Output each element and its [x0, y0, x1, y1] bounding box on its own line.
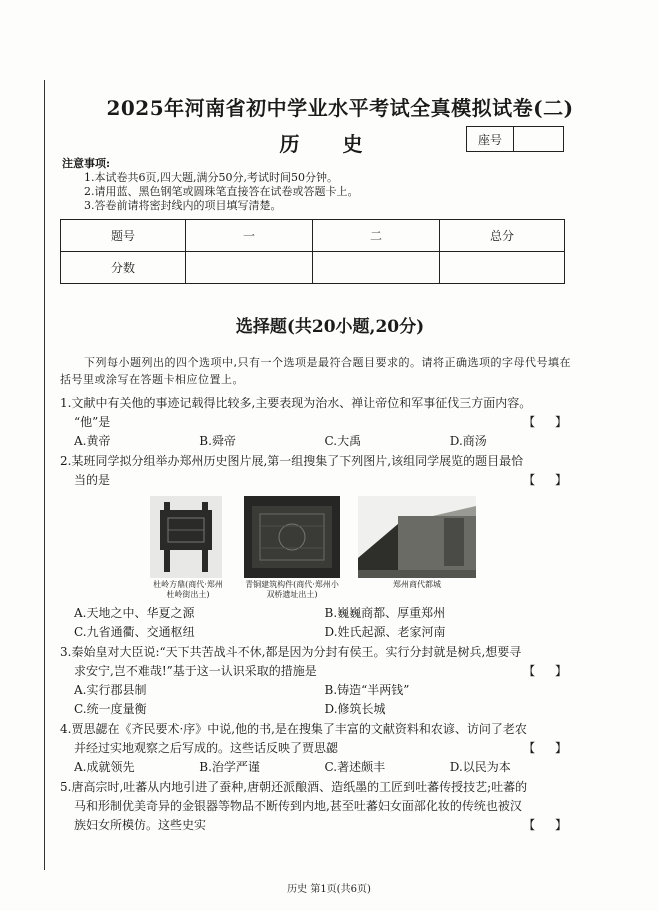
question-stem-cont [60, 816, 575, 835]
exam-title: 2025年河南省初中学业水平考试全真模拟试卷(二) [106, 96, 574, 120]
picture-item [358, 496, 476, 600]
question-4 [60, 720, 575, 777]
score-input-cell[interactable] [440, 252, 565, 284]
subject-title: 历 史 [279, 132, 381, 156]
notice-section [62, 157, 622, 213]
question-stem: 5.唐高宗时,吐蕃从内地引进了蚕种,唐朝还派酿酒、造纸墨的工匠到吐蕃传授技艺;吐蕃的 [60, 780, 528, 794]
question-stem-cont [60, 662, 575, 681]
option-d[interactable]: D.商汤 [449, 434, 487, 448]
question-stem-text: 当的是 [74, 473, 111, 487]
score-table [60, 219, 565, 284]
option-b[interactable]: B.治学严谨 [199, 760, 260, 774]
option-c[interactable]: C.大禹 [324, 434, 362, 448]
question-stem-cont [60, 739, 575, 758]
picture-caption: 杜岭方鼎(商代·郑州杜岭街出土) [153, 580, 223, 599]
city-wall-icon [358, 496, 476, 578]
question-stem: 2.某班同学拟分组举办郑州历史图片展,第一组搜集了下列图片,该组同学展览的题目最恰 [60, 454, 524, 468]
score-table-cell: 题号 [61, 220, 186, 252]
option-a[interactable]: A.天地之中、华夏之源 [74, 606, 195, 620]
score-input-cell[interactable] [313, 252, 440, 284]
question-stem: 4.贾思勰在《齐民要术·序》中说,他的书,是在搜集了丰富的文献资料和农谚、访问了老农 [60, 722, 527, 736]
question-stem-text: 族妇女所模仿。这些史实 [74, 818, 207, 832]
notice-item: 2.请用蓝、黑色钢笔或圆珠笔直接答在试卷或答题卡上。 [84, 185, 359, 198]
question-stem: 3.秦始皇对大臣说:“天下共苦战斗不休,都是因为分封有侯王。实行分封就是树兵,想要寻 [60, 645, 522, 659]
section-instruction: 下列每小题列出的四个选项中,只有一个选项是最符合题目要求的。请将正确选项的字母代号填在括号里或涂写在答题卡相应位置上。 [60, 356, 571, 386]
option-row [60, 681, 575, 719]
score-table-cell: 一 [186, 220, 313, 252]
page-footer: 历史 第1页(共6页) [287, 884, 371, 895]
option-c[interactable]: C.著述颇丰 [324, 760, 386, 774]
option-a[interactable]: A.成就领先 [74, 760, 135, 774]
seat-number-label: 座号 [467, 127, 514, 151]
score-table-cell: 总分 [440, 220, 565, 252]
question-stem-cont [60, 471, 575, 490]
answer-bracket[interactable]: 【 】 [523, 818, 575, 832]
picture-caption: 郑州商代都城 [393, 580, 441, 589]
answer-bracket[interactable]: 【 】 [523, 473, 575, 487]
question-1 [60, 394, 575, 451]
answer-bracket[interactable]: 【 】 [523, 415, 575, 429]
score-table-header-row [61, 220, 565, 252]
notice-title: 注意事项: [62, 157, 111, 170]
question-3 [60, 643, 575, 719]
option-d[interactable]: D.以民为本 [449, 760, 511, 774]
question-2 [60, 452, 575, 642]
seat-number-field[interactable] [514, 127, 563, 151]
answer-bracket[interactable]: 【 】 [523, 741, 575, 755]
question-stem-cont: 马和形制优美奇异的金银器等物品不断传到内地,甚至吐蕃妇女面部化妆的传统也被汉 [74, 799, 522, 813]
question-stem-cont [60, 413, 575, 432]
question-stem: 1.文献中有关他的事迹记载得比较多,主要表现为治水、禅让帝位和军事征伐三方面内容。 [60, 396, 532, 410]
score-table-cell: 二 [313, 220, 440, 252]
picture-item [150, 496, 226, 600]
option-a[interactable]: A.实行郡县制 [74, 683, 147, 697]
picture-row [60, 496, 575, 600]
question-stem-text: 求安宁,岂不难哉!”基于这一认识采取的措施是 [74, 664, 317, 678]
bronze-ding-icon [150, 496, 222, 578]
question-stem-text: “他”是 [74, 415, 111, 429]
option-c[interactable]: C.九省通衢、交通枢纽 [74, 625, 195, 639]
question-stem-text: 并经过实地观察之后写成的。这些话反映了贾思勰 [74, 741, 339, 755]
question-5 [60, 778, 575, 835]
score-input-cell[interactable] [186, 252, 313, 284]
score-table-score-row [61, 252, 565, 284]
picture-caption: 青铜建筑构件(商代·郑州小双桥遗址出土) [245, 580, 339, 599]
section-title: 选择题(共20小题,20分) [235, 317, 425, 337]
binding-line [44, 80, 45, 870]
option-b[interactable]: B.铸造“半两钱” [324, 683, 410, 697]
option-c[interactable]: C.统一度量衡 [74, 702, 147, 716]
option-row [60, 758, 575, 777]
option-a[interactable]: A.黄帝 [74, 434, 111, 448]
notice-item: 3.答卷前请将密封线内的项目填写清楚。 [84, 199, 282, 212]
option-row [60, 604, 575, 642]
seat-number-box [466, 126, 564, 152]
bronze-vessel-icon [244, 496, 340, 578]
option-d[interactable]: D.修筑长城 [324, 702, 386, 716]
option-b[interactable]: B.舜帝 [199, 434, 236, 448]
option-d[interactable]: D.姓氏起源、老家河南 [324, 625, 446, 639]
picture-item [244, 496, 340, 600]
question-list [60, 394, 575, 836]
option-b[interactable]: B.巍巍商都、厚重郑州 [324, 606, 446, 620]
option-row [60, 432, 575, 451]
score-table-cell: 分数 [61, 252, 186, 284]
notice-item: 1.本试卷共6页,四大题,满分50分,考试时间50分钟。 [84, 171, 338, 184]
answer-bracket[interactable]: 【 】 [523, 664, 575, 678]
